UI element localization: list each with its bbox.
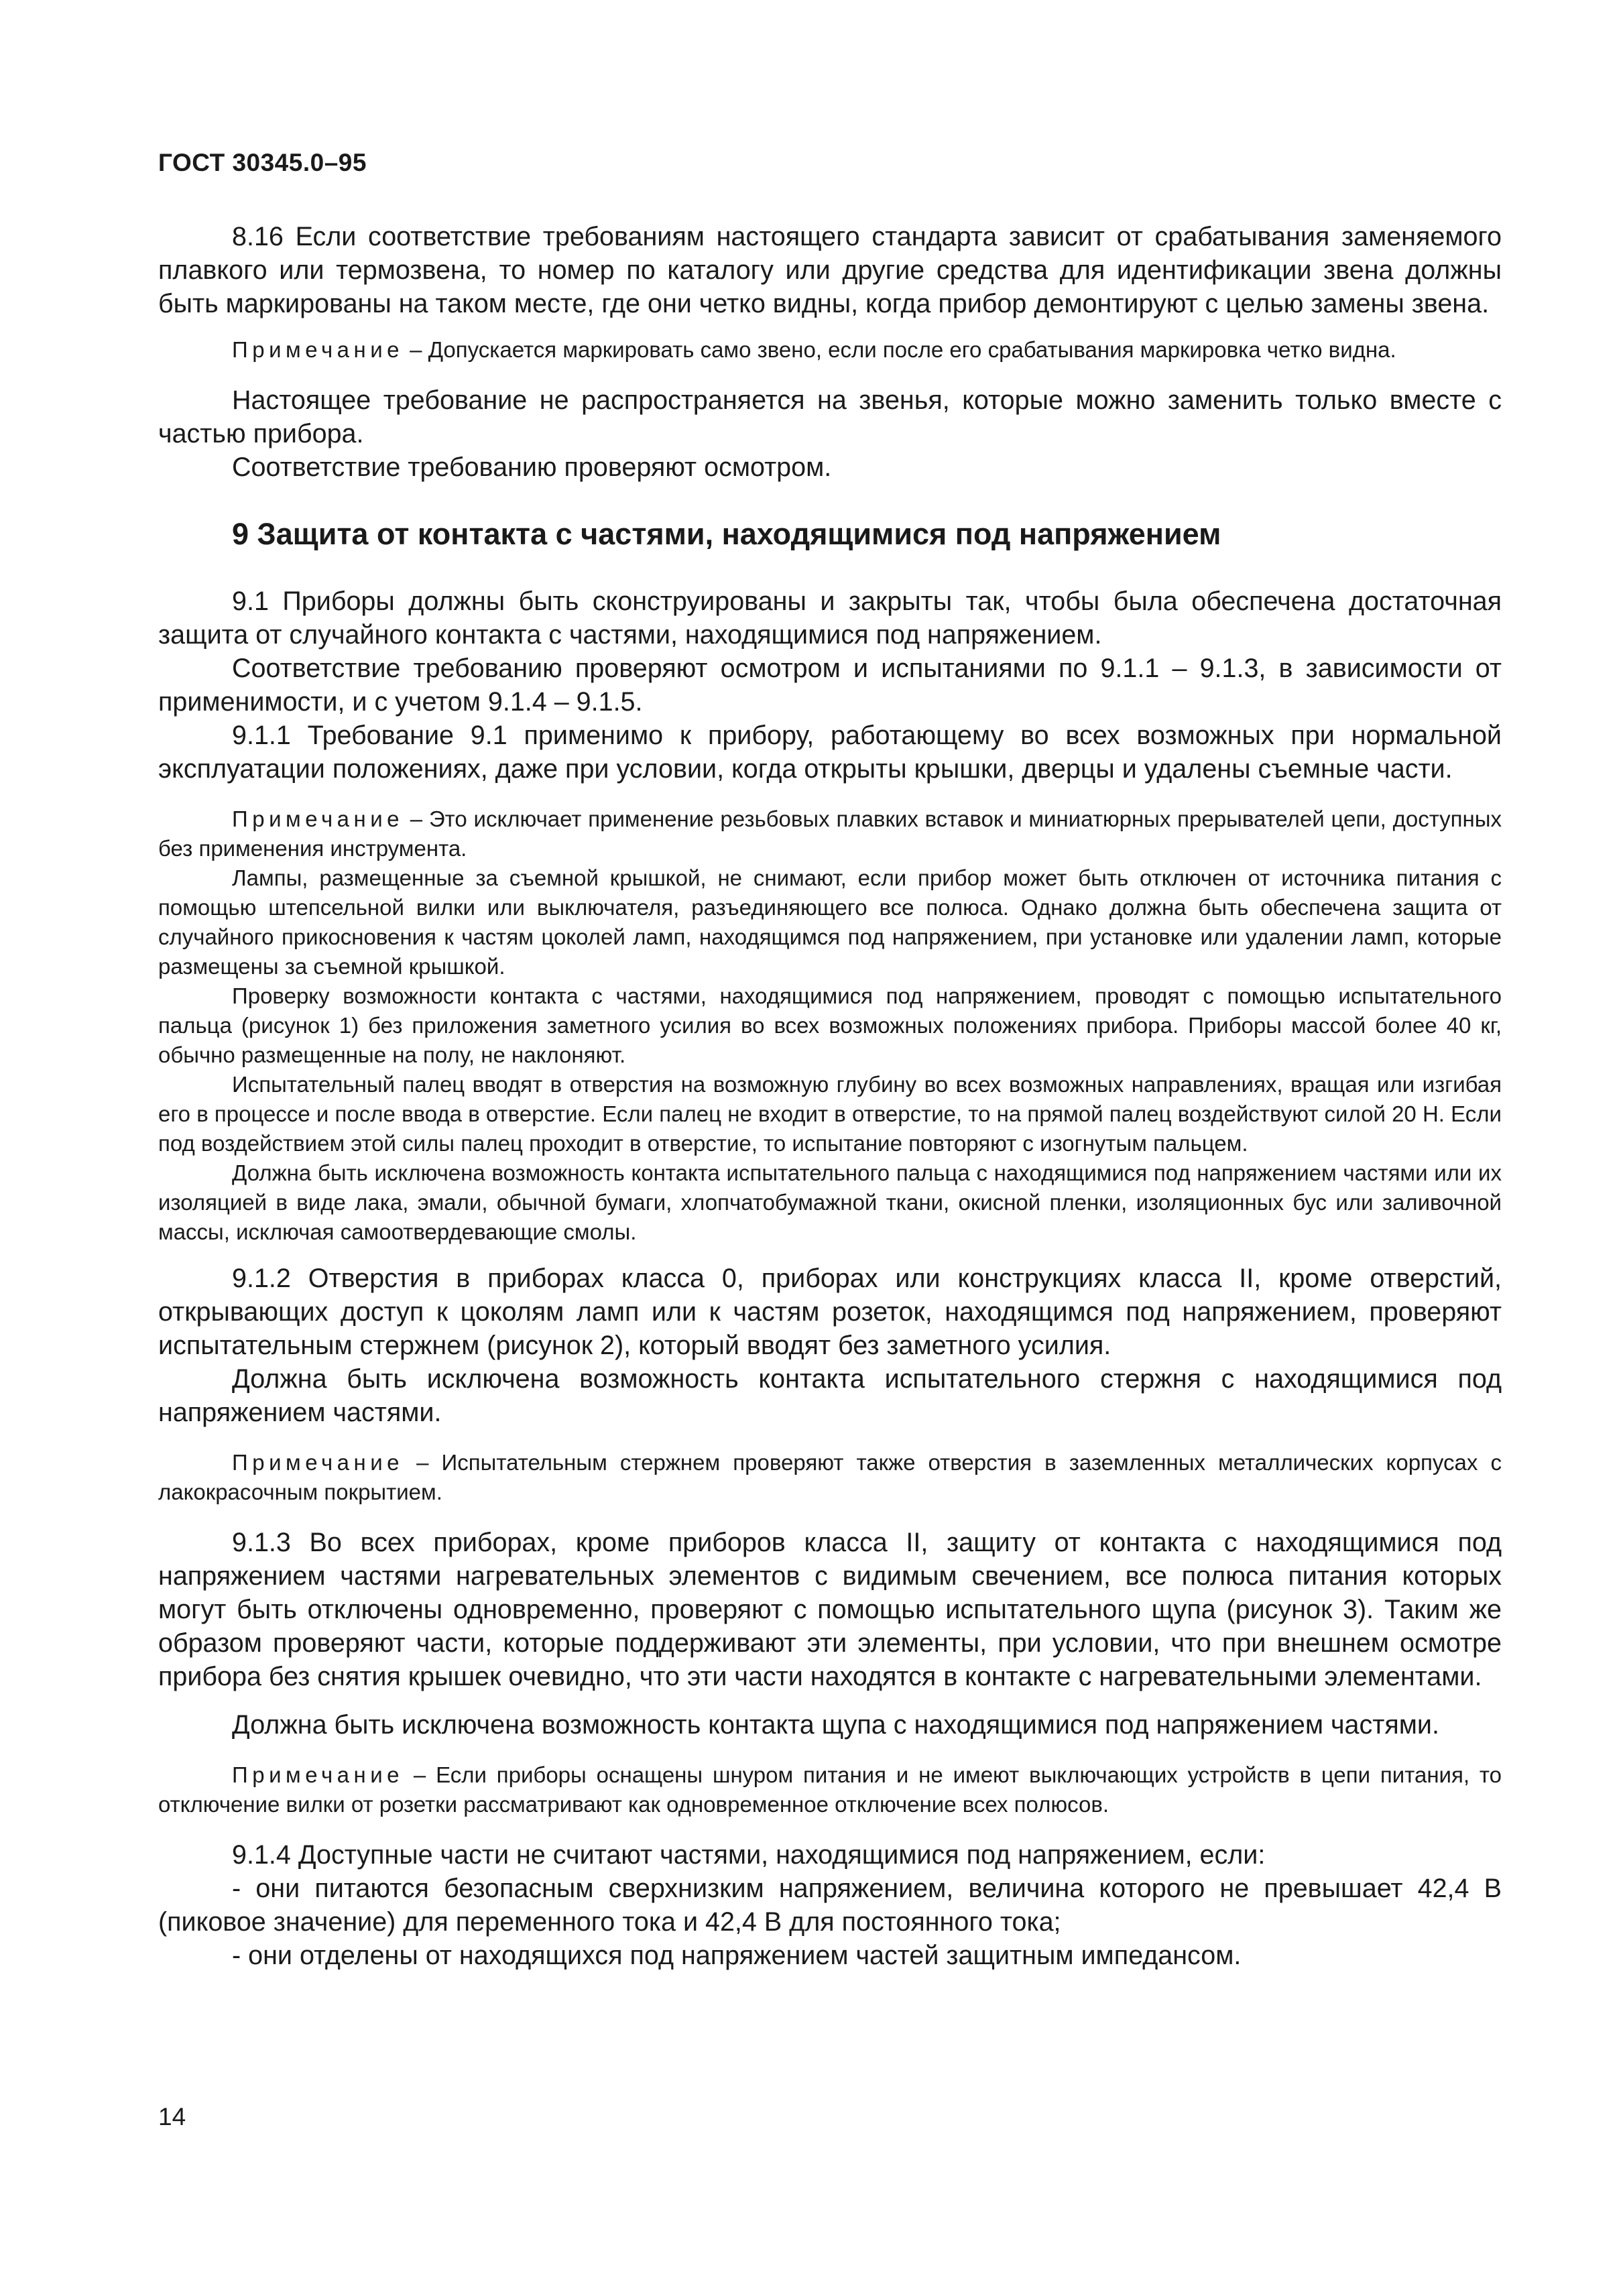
note-text: – Испытательным стержнем проверяют также отверстия в заземленных металлических корпусах с лакокрасочным покрытием. bbox=[158, 1450, 1502, 1504]
paragraph-9-1-2-b: Должна быть исключена возможность контакта испытательного стержня с находящимися под напряжением частями. bbox=[158, 1364, 1502, 1427]
note-9-1-3 bbox=[158, 1760, 1502, 1819]
note-9-1-2 bbox=[158, 1448, 1502, 1507]
paragraph-9-1-4-a: - они питаются безопасным сверхнизким напряжением, величина которого не превышает 42,4 В (пиковое значение) для переменного тока и 42,4 В для постоянного тока; bbox=[158, 1874, 1502, 1937]
paragraph-9-1-3-b: Должна быть исключена возможность контакта щупа с находящимися под напряжением частями. bbox=[232, 1710, 1439, 1740]
note-9-1-1-e: Должна быть исключена возможность контакта испытательного пальца с находящимися под напряжением частями или их изоляцией в виде лака, эмали, обычной бумаги, хлопчатобумажной ткани, окисной пленки, изоляционных бус или заливочной массы, исключая самоотвердевающие смолы. bbox=[158, 1160, 1502, 1244]
paragraph-9-1-4-b: - они отделены от находящихся под напряжением частей защитным импедансом. bbox=[232, 1941, 1242, 1970]
paragraph-9-1-b: Соответствие требованию проверяют осмотром и испытаниями по 9.1.1 – 9.1.3, в зависимости от применимости, и с учетом 9.1.4 – 9.1.5. bbox=[158, 654, 1502, 717]
paragraph-8-16-c: Соответствие требованию проверяют осмотром. bbox=[232, 452, 832, 482]
paragraph-9-1-3: 9.1.3 Во всех приборах, кроме приборов класса II, защиту от контакта с находящимися под напряжением частями нагревательных элементов с видимым свечением, все полюса питания которых могут быть отключены одновременно, проверяют с помощью испытательного щупа (рисунок 3). Таким же образом проверяют части, которые поддерживают эти элементы, при условии, что при внешнем осмотре прибора без снятия крышек очевидно, что эти части находятся в контакте с нагревательными элементами. bbox=[158, 1528, 1502, 1691]
paragraph-9-1: 9.1 Приборы должны быть сконструированы и закрыты так, чтобы была обеспечена достаточная защита от случайного контакта с частями, находящимися под напряжением. bbox=[158, 587, 1502, 650]
paragraph-9-1-4: 9.1.4 Доступные части не считают частями, находящимися под напряжением, если: bbox=[232, 1840, 1266, 1870]
note-label: Примечание bbox=[232, 337, 404, 362]
page-content bbox=[158, 220, 1502, 1972]
section-heading-9: 9 Защита от контакта с частями, находящимися под напряжением bbox=[232, 517, 1221, 551]
paragraph-9-1-2: 9.1.2 Отверстия в приборах класса 0, приборах или конструкциях класса II, кроме отверстий, открывающих доступ к цоколям ламп или к частям розеток, находящимся под напряжением, проверяют испытательным стержнем (рисунок 2), который вводят без заметного усилия. bbox=[158, 1264, 1502, 1360]
note-9-1-1 bbox=[158, 804, 1502, 863]
paragraph-8-16: 8.16 Если соответствие требованиям настоящего стандарта зависит от срабатывания заменяемого плавкого или термозвена, то номер по каталогу или другие средства для идентификации звена должны быть маркированы на таком месте, где они четко видны, когда прибор демонтируют с целью замены звена. bbox=[158, 222, 1502, 318]
note-9-1-1-c: Проверку возможности контакта с частями, находящимися под напряжением, проводят с помощью испытательного пальца (рисунок 1) без приложения заметного усилия во всех возможных положениях прибора. Приборы массой более 40 кг, обычно размещенные на полу, не наклоняют. bbox=[158, 983, 1502, 1067]
note-text: – Это исключает применение резьбовых плавких вставок и миниатюрных прерывателей цепи, доступных без применения инструмента. bbox=[158, 806, 1502, 861]
document-code-header: ГОСТ 30345.0–95 bbox=[158, 149, 367, 176]
note-9-1-1-b: Лампы, размещенные за съемной крышкой, не снимают, если прибор может быть отключен от источника питания с помощью штепсельной вилки или выключателя, разъединяющего все полюса. Однако должна быть обеспечена защита от случайного прикосновения к частям цоколей ламп, находящимся под напряжением, при установке или удалении ламп, которые размещены за съемной крышкой. bbox=[158, 865, 1502, 979]
note-label: Примечание bbox=[232, 1762, 404, 1787]
paragraph-8-16-b: Настоящее требование не распространяется на звенья, которые можно заменить только вместе с частью прибора. bbox=[158, 385, 1502, 448]
note-label: Примечание bbox=[232, 1450, 404, 1475]
page-number: 14 bbox=[158, 2103, 186, 2130]
note-text: – Если приборы оснащены шнуром питания и не имеют выключающих устройств в цепи питания, то отключение вилки от розетки рассматривают как одновременное отключение всех полюсов. bbox=[158, 1762, 1502, 1817]
note-9-1-1-d: Испытательный палец вводят в отверстия на возможную глубину во всех возможных направлениях, вращая или изгибая его в процессе и после ввода в отверстие. Если палец не входит в отверстие, то на прямой палец воздействуют силой 20 Н. Если под воздействием этой силы палец проходит в отверстие, то испытание повторяют с изогнутым пальцем. bbox=[158, 1072, 1502, 1156]
paragraph-9-1-1: 9.1.1 Требование 9.1 применимо к прибору, работающему во всех возможных при нормальной эксплуатации положениях, даже при условии, когда открыты крышки, дверцы и удалены съемные части. bbox=[158, 721, 1502, 784]
note-label: Примечание bbox=[232, 806, 404, 831]
note-text: – Допускается маркировать само звено, если после его срабатывания маркировка четко видна. bbox=[404, 337, 1396, 362]
note-8-16 bbox=[158, 335, 1502, 365]
